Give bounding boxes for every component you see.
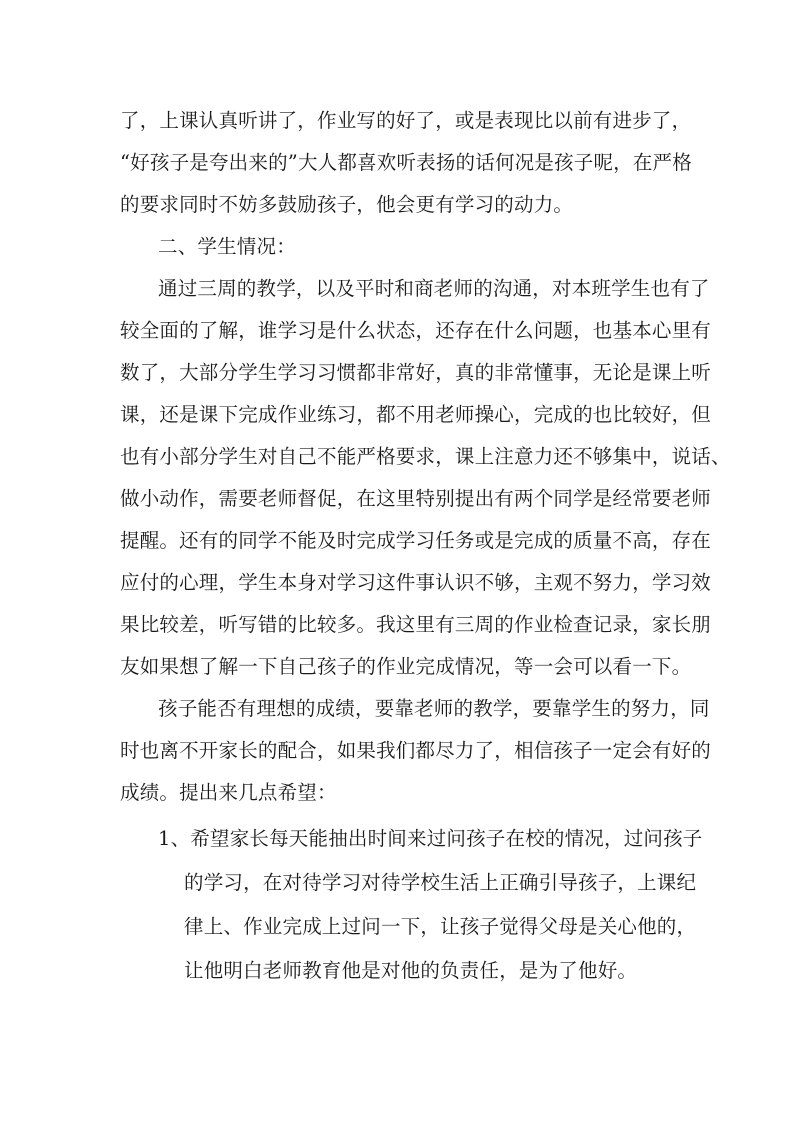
- paragraph-line: 友如果想了解一下自己孩子的作业完成情况，等一会可以看一下。: [120, 655, 692, 678]
- paragraph-line: 时也离不开家长的配合，如果我们都尽力了，相信孩子一定会有好的: [120, 739, 712, 762]
- list-item-line: 律上、作业完成上过问一下，让孩子觉得父母是关心他的，: [184, 915, 697, 938]
- list-item-line: 的学习，在对待学习对待学校生活上正确引导孩子，上课纪: [184, 871, 697, 894]
- paragraph-line: 通过三周的教学，以及平时和商老师的沟通，对本班学生也有了: [158, 277, 710, 300]
- list-item-line: 让他明白老师教育他是对他的负责任，是为了他好。: [184, 959, 638, 982]
- paragraph-line: “好孩子是夸出来的”大人都喜欢听表扬的话何况是孩子呢，在严格: [120, 151, 692, 174]
- paragraph-line: 做小动作，需要老师督促，在这里特别提出有两个同学是经常要老师: [120, 487, 712, 510]
- paragraph-line: 的要求同时不妨多鼓励孩子，他会更有学习的动力。: [120, 193, 574, 216]
- paragraph-line: 数了，大部分学生学习习惯都非常好，真的非常懂事，无论是课上听: [120, 361, 712, 384]
- paragraph-line: 果比较差，听写错的比较多。我这里有三周的作业检查记录，家长朋: [120, 613, 712, 636]
- paragraph-line: 课，还是课下完成作业练习，都不用老师操心，完成的也比较好，但: [120, 403, 712, 426]
- paragraph-line: 了，上课认真听讲了，作业写的好了，或是表现比以前有进步了，: [120, 109, 692, 132]
- paragraph-line: 较全面的了解，谁学习是什么状态，还存在什么问题，也基本心里有: [120, 319, 712, 342]
- section-heading: 二、学生情况：: [158, 235, 296, 258]
- paragraph-line: 提醒。还有的同学不能及时完成学习任务或是完成的质量不高，存在: [120, 529, 712, 552]
- paragraph-line: 成绩。提出来几点希望：: [120, 781, 337, 804]
- list-item-line: 1、希望家长每天能抽出时间来过问孩子在校的情况，过问孩子: [158, 827, 703, 850]
- paragraph-line: 孩子能否有理想的成绩，要靠老师的教学，要靠学生的努力，同: [158, 697, 710, 720]
- paragraph-line: 应付的心理，学生本身对学习这件事认识不够，主观不努力，学习效: [120, 571, 712, 594]
- paragraph-line: 也有小部分学生对自己不能严格要求，课上注意力还不够集中，说话、: [120, 445, 731, 468]
